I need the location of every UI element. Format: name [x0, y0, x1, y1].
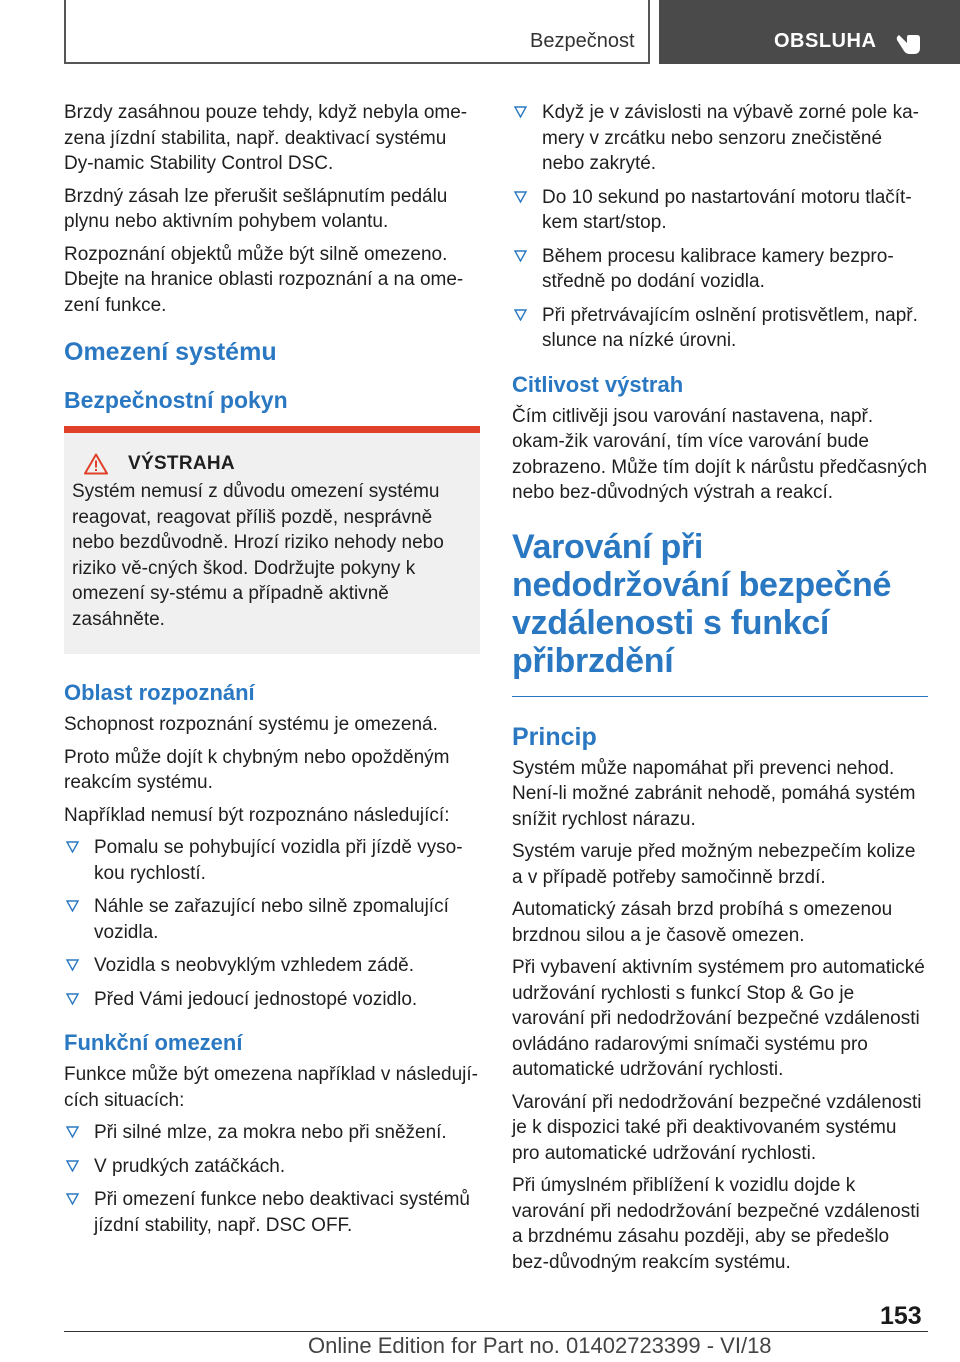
paragraph: Systém může napomáhat při prevenci nehod. Není-li možné zabránit nehodě, pomáhá systém snížit rychlost nárazu.: [512, 757, 916, 830]
list-item: [512, 185, 928, 236]
heading-princip: Princip: [512, 722, 597, 751]
paragraph: Například nemusí být rozpoznáno následující:: [64, 804, 450, 826]
list-item: [64, 1120, 480, 1146]
list-item-text: Při silné mlze, za mokra nebo při sněžení.: [94, 1122, 447, 1143]
paragraph: Čím citlivěji jsou varování nastavena, např. okam-žik varování, tím více varování bude zobrazeno. Může tím dojít k nárůstu předčasných nebo bez-důvodných výstrah a reakcí.: [512, 405, 928, 503]
list-item-text: Vozidla s neobvyklým vzhledem zádě.: [94, 955, 414, 976]
paragraph: Brzdy zasáhnou pouze tehdy, když nebyla ome-zena jízdní stabilita, např. deaktivací systému Dy-namic Stability Control DSC.: [64, 102, 468, 174]
bullet-list-recognition: [64, 835, 480, 1012]
triangle-bullet-icon: [66, 900, 79, 912]
list-item-text: Před Vámi jedoucí jednostopé vozidlo.: [94, 988, 418, 1010]
paragraph: Brzdný zásah lze přerušit sešlápnutím pedálu plynu nebo aktivním pohybem volantu.: [64, 185, 448, 232]
warning-box: [64, 426, 480, 654]
paragraph: Při vybavení aktivním systémem pro automatické udržování rychlosti s funkcí Stop & Go je varování při nedodržování bezpečné vzdálenosti ovládáno radarovými snímači systému pro automatické udržování rychlosti.: [512, 957, 925, 1080]
triangle-bullet-icon: [66, 959, 79, 971]
heading-citlivost-vystrah: Citlivost výstrah: [512, 371, 684, 397]
triangle-bullet-icon: [514, 309, 527, 321]
triangle-bullet-icon: [66, 1193, 79, 1205]
paragraph: Proto může dojít k chybným nebo opožděným reakcím systému.: [64, 746, 450, 793]
heading-oblast-rozpoznani: Oblast rozpoznání: [64, 680, 255, 705]
list-item: [64, 987, 480, 1013]
paragraph: Automatický zásah brzd probíhá s omezenou brzdnou silou a je časově omezen.: [512, 899, 893, 946]
paragraph: Funkce může být omezena například v následují-cích situacích:: [64, 1064, 478, 1111]
triangle-bullet-icon: [514, 250, 527, 262]
bullet-list-limitations-cont: [512, 100, 928, 354]
list-item: [512, 244, 928, 295]
pointing-hand-icon: [896, 26, 922, 56]
list-item-text: V prudkých zatáčkách.: [94, 1155, 286, 1177]
list-item-text: Při omezení funkce nebo deaktivaci systémů jízdní stability, např. DSC OFF.: [94, 1189, 470, 1236]
paragraph: Schopnost rozpoznání systému je omezená.: [64, 714, 438, 735]
list-item-text: Náhle se zařazující nebo silně zpomalující vozidla.: [94, 896, 449, 943]
triangle-bullet-icon: [66, 1160, 79, 1172]
warning-title-text: VÝSTRAHA: [128, 453, 235, 474]
page-number: 153: [880, 1302, 922, 1330]
list-item: [64, 1187, 480, 1238]
footer-divider: [64, 1331, 928, 1332]
list-item: [512, 303, 928, 354]
list-item: [512, 100, 928, 177]
paragraph: Při úmyslném přiblížení k vozidlu dojde k varování při nedodržování bezpečné vzdálenosti a brzdnému zásahu později, aby se předešlo bez-důvodným reakcím systému.: [512, 1175, 920, 1273]
header-frame-right: [648, 0, 650, 64]
list-item-text: Pomalu se pohybující vozidla při jízdě vyso-kou rychlostí.: [94, 837, 463, 884]
warning-title: [84, 453, 472, 475]
left-column: [64, 100, 480, 1246]
heading-divider: [512, 696, 928, 697]
triangle-bullet-icon: [66, 841, 79, 853]
paragraph: Rozpoznání objektů může být silně omezeno. Dbejte na hranice oblasti rozpoznání a na ome-zení funkce.: [64, 243, 464, 316]
list-item-text: Do 10 sekund po nastartování motoru tlačít-kem start/stop.: [542, 186, 912, 233]
bullet-list-limitations: [64, 1120, 480, 1238]
header-frame-left: [64, 0, 66, 64]
list-item: [64, 953, 480, 979]
paragraph: Varování při nedodržování bezpečné vzdálenosti je k dispozici také při deaktivovaném systému pro automatické udržování rychlosti.: [512, 1091, 922, 1164]
list-item-text: Během procesu kalibrace kamery bezpro-středně po dodání vozidla.: [542, 245, 894, 292]
list-item: [64, 894, 480, 945]
header-chapter-title: OBSLUHA: [774, 30, 877, 52]
triangle-bullet-icon: [514, 106, 527, 118]
heading-bezpecnostni-pokyn: Bezpečnostní pokyn: [64, 387, 288, 413]
list-item: [64, 835, 480, 886]
paragraph: Systém varuje před možným nebezpečím kolize a v případě potřeby samočinně brzdí.: [512, 841, 916, 888]
warning-triangle-icon: [84, 453, 108, 475]
list-item: [64, 1154, 480, 1180]
list-item-text: Když je v závislosti na výbavě zorné pole ka-mery v zrcátku nebo senzoru znečistěné nebo zakryté.: [542, 102, 920, 174]
triangle-bullet-icon: [66, 1126, 79, 1138]
footer-edition: Online Edition for Part no. 01402723399 - VI/18: [308, 1333, 772, 1358]
triangle-bullet-icon: [514, 191, 527, 203]
heading-funkcni-omezeni: Funkční omezení: [64, 1030, 243, 1055]
warning-text: Systém nemusí z důvodu omezení systému reagovat, reagovat příliš pozdě, nesprávně nebo bezdůvodně. Hrozí riziko nehody nebo riziko vě-cných škod. Dodržujte pokyny k omezení sy-stému a případně aktivně zasáhněte.: [72, 481, 444, 630]
triangle-bullet-icon: [66, 993, 79, 1005]
heading-omezeni-systemu: Omezení systému: [64, 338, 277, 366]
header-section-title: Bezpečnost: [530, 30, 635, 52]
heading-varovani-vzdalenost: Varování při nedodržování bezpečné vzdálenosti s funkcí přibrzdění: [512, 527, 892, 680]
header-frame-bottom: [64, 62, 650, 64]
right-column: [512, 100, 928, 1282]
list-item-text: Při přetrvávajícím oslnění protisvětlem, např. slunce na nízké úrovni.: [542, 304, 918, 351]
